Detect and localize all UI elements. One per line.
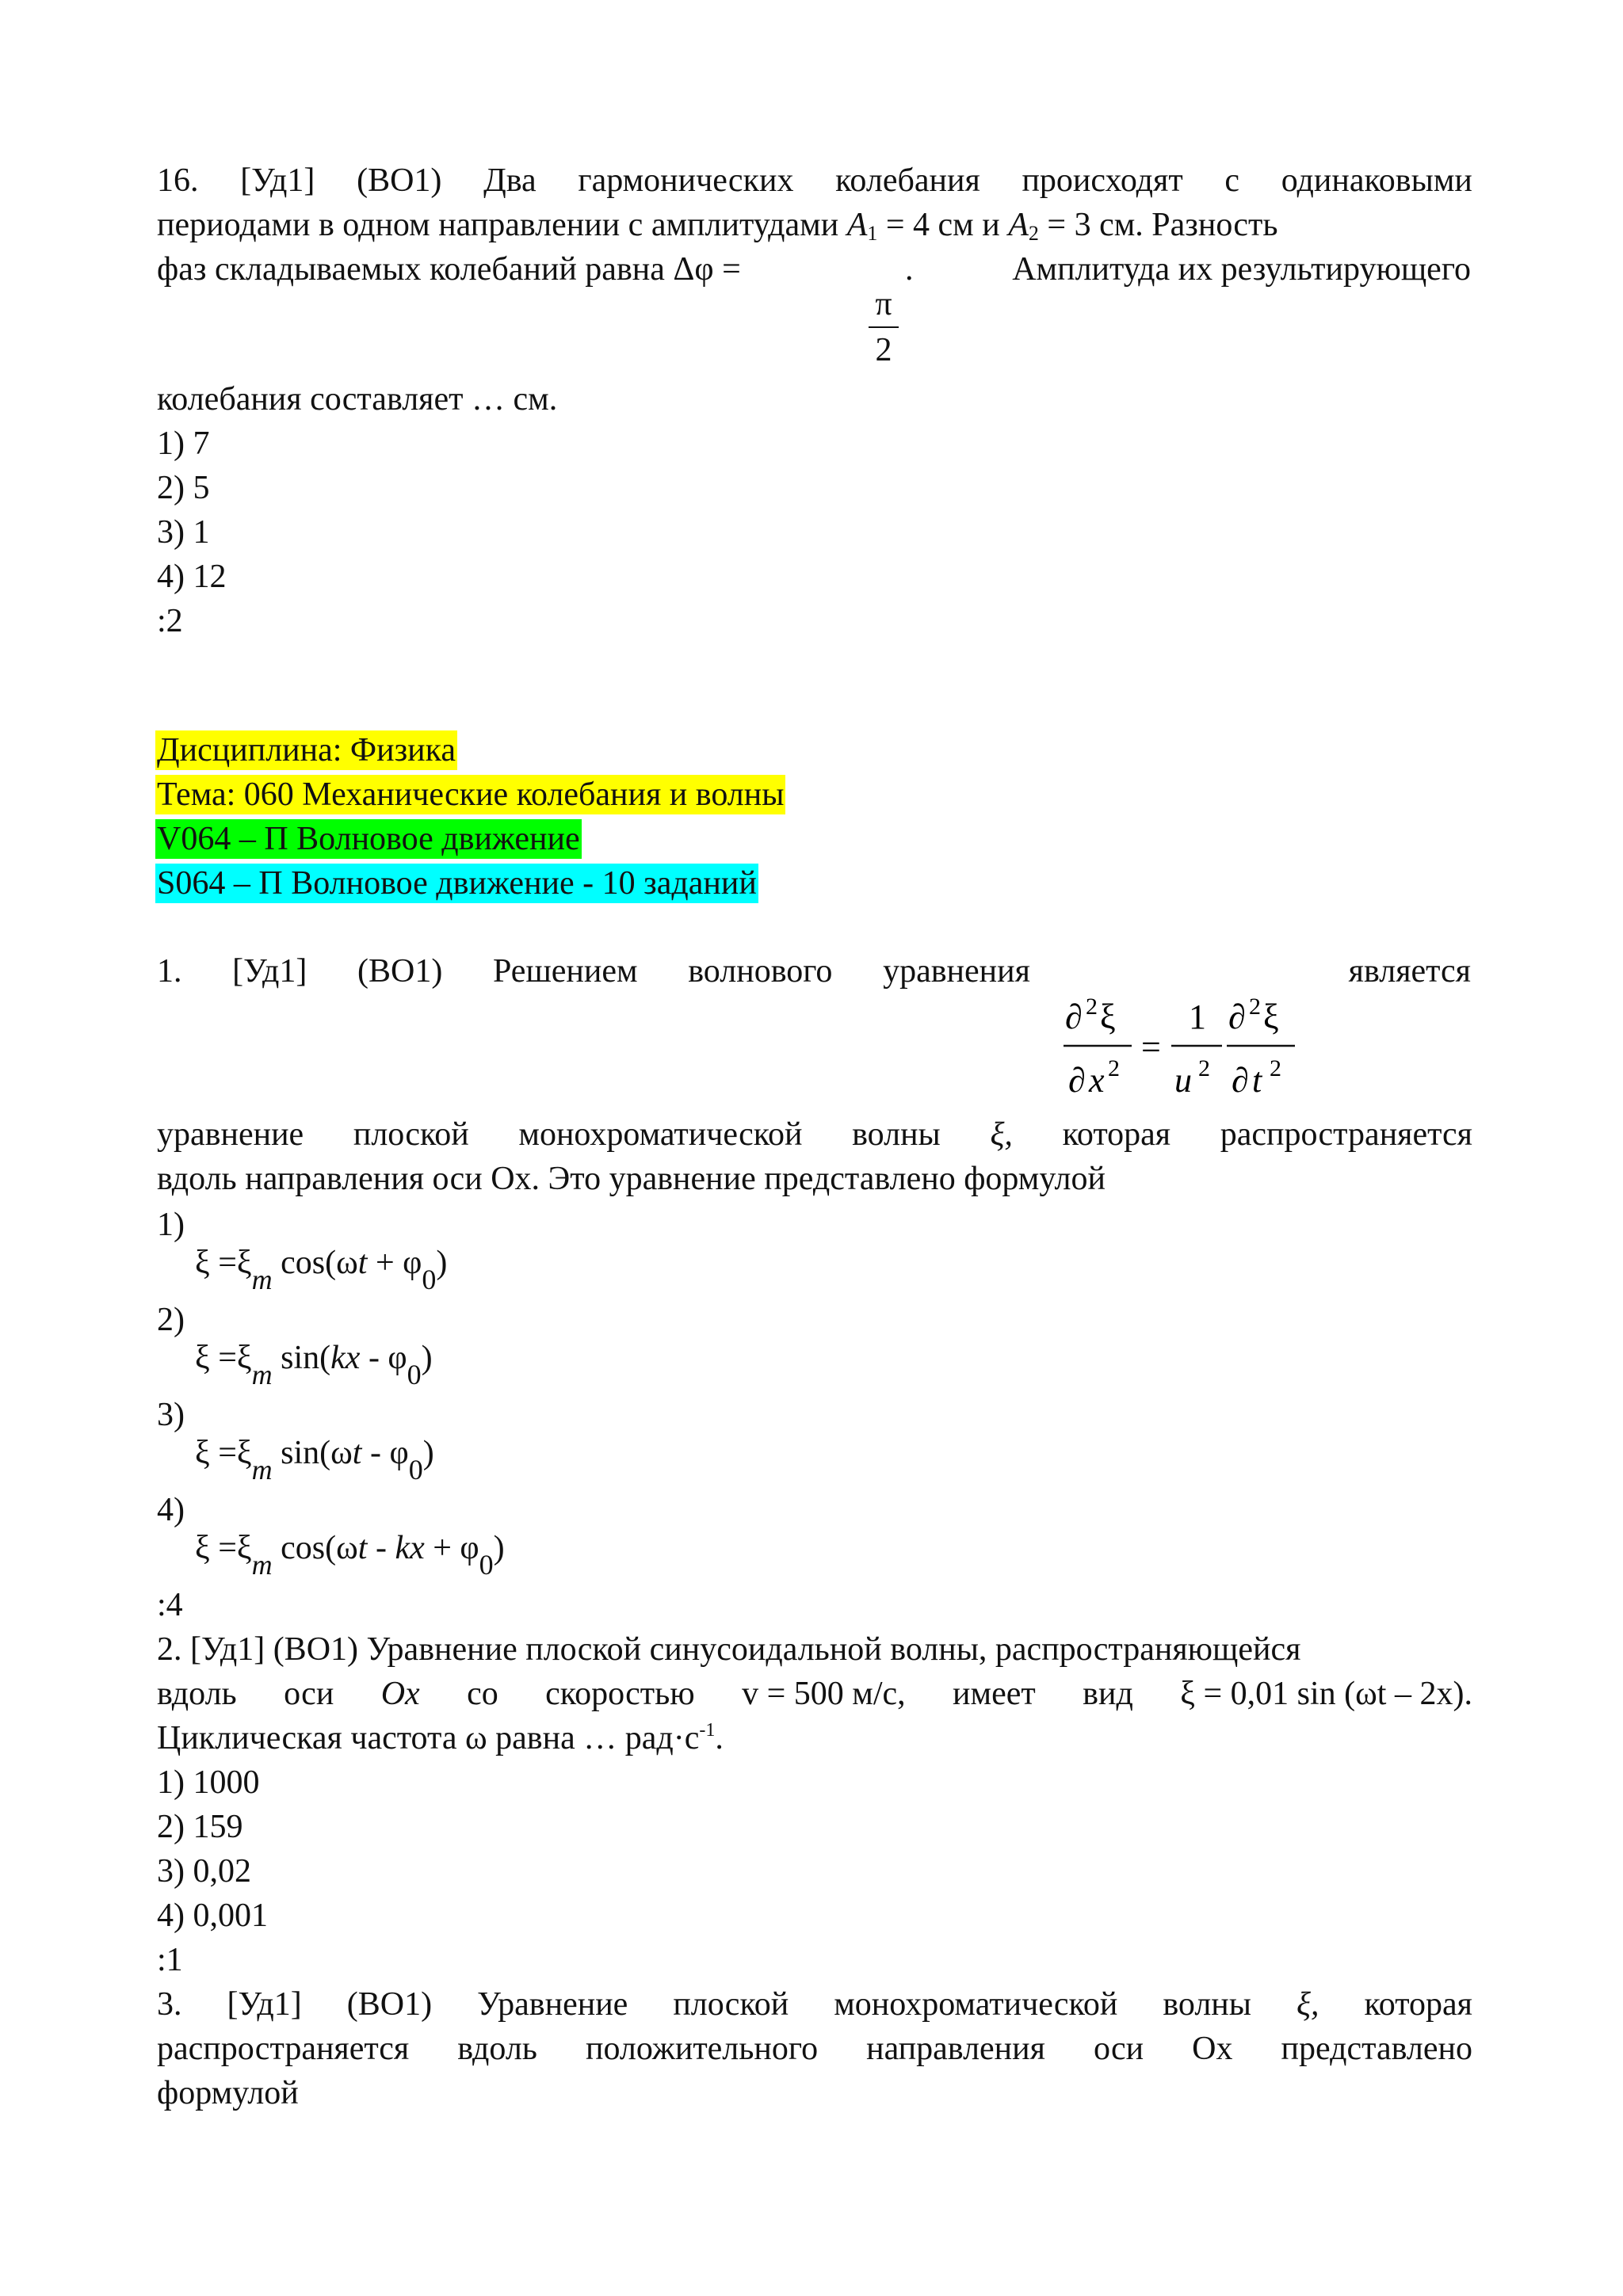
- q1-option-3-label: 3): [157, 1397, 185, 1433]
- word: [Уд1]: [227, 1986, 302, 2023]
- word: 1.: [157, 953, 182, 990]
- svg-text:ξ: ξ: [1100, 997, 1116, 1036]
- word: скоростью: [545, 1676, 695, 1712]
- svg-text:1: 1: [1189, 997, 1206, 1036]
- q2-line1: 2. [Уд1] (ВО1) Уравнение плоской синусоидальной волны, распространяющейся: [157, 1631, 1301, 1668]
- svg-text:∂: ∂: [1228, 997, 1246, 1036]
- svg-text:2: 2: [1086, 994, 1098, 1020]
- fraction-denominator: 2: [875, 332, 892, 368]
- word: со: [467, 1676, 498, 1712]
- svg-text:u: u: [1174, 1061, 1192, 1100]
- q2-line2: [157, 1672, 1472, 1716]
- q1-formula-4: ξ =ξm cos(ωt - kx + φ0): [195, 1530, 505, 1581]
- q16-option-3: 3) 1: [157, 514, 210, 551]
- word: которая: [1062, 1116, 1171, 1153]
- svg-text:x: x: [1089, 1061, 1105, 1100]
- discipline-label: Дисциплина: Физика: [157, 732, 456, 769]
- svg-text:∂: ∂: [1232, 1061, 1249, 1100]
- q1-formula-3: ξ =ξm sin(ωt - φ0): [195, 1435, 434, 1486]
- word: 16.: [157, 162, 199, 199]
- word: вдоль: [157, 1676, 237, 1712]
- q16-line1: [157, 158, 1472, 203]
- q16-option-2: 2) 5: [157, 470, 210, 506]
- word: оси: [1093, 2031, 1144, 2067]
- q16-line3-right: Амплитуда их результирующего: [1012, 251, 1471, 288]
- q1-line3: вдоль направления оси Ох. Это уравнение представлено формулой: [157, 1161, 1106, 1197]
- word: одинаковыми: [1281, 162, 1472, 199]
- svg-text:t: t: [1252, 1061, 1262, 1100]
- word: колебания: [835, 162, 980, 199]
- word: имеет: [953, 1676, 1036, 1712]
- word: положительного: [585, 2031, 819, 2067]
- q16-option-1: 1) 7: [157, 425, 210, 462]
- wave-equation: [1054, 989, 1316, 1108]
- word: ξ,: [990, 1116, 1013, 1153]
- fraction-numerator: π: [875, 286, 892, 322]
- q16-answer: :2: [157, 603, 183, 639]
- word: представлено: [1281, 2031, 1472, 2067]
- q1-formula-1: ξ =ξm cos(ωt + φ0): [195, 1245, 448, 1295]
- q16-line3-dot: .: [905, 251, 914, 288]
- q1-option-4-label: 4): [157, 1492, 185, 1528]
- word: вдоль: [457, 2031, 537, 2067]
- word: v = 500 м/с,: [742, 1676, 906, 1712]
- svg-text:2: 2: [1249, 994, 1261, 1020]
- svg-text:∂: ∂: [1068, 1061, 1086, 1100]
- q1-formula-2: ξ =ξm sin(kx - φ0): [195, 1340, 433, 1390]
- word: Решением: [493, 953, 638, 990]
- word: монохроматической: [834, 1986, 1118, 2023]
- svg-text:ξ: ξ: [1263, 997, 1279, 1036]
- word: Два: [483, 162, 537, 199]
- word: ξ = 0,01 sin (ωt – 2x).: [1180, 1676, 1472, 1712]
- section-label: S064 – П Волновое движение - 10 заданий: [157, 865, 757, 902]
- word: волны: [852, 1116, 941, 1153]
- topic-label: Тема: 060 Механические колебания и волны: [157, 776, 785, 813]
- fraction-bar: [869, 326, 899, 328]
- q2-option-3: 3) 0,02: [157, 1853, 251, 1890]
- word: гармонических: [578, 162, 794, 199]
- word: монохроматической: [518, 1116, 803, 1153]
- word: Ox: [380, 1676, 420, 1712]
- word: [Уд1]: [240, 162, 315, 199]
- q2-option-4: 4) 0,001: [157, 1897, 268, 1934]
- word: ξ,: [1296, 1986, 1319, 2023]
- word: (ВО1): [357, 162, 442, 199]
- q2-answer: :1: [157, 1942, 183, 1978]
- word: происходят: [1022, 162, 1183, 199]
- word: которая: [1364, 1986, 1472, 2023]
- word: распространяется: [157, 2031, 410, 2067]
- word: Ох: [1192, 2031, 1233, 2067]
- q3-line3: формулой: [157, 2075, 299, 2111]
- q2-line3: Циклическая частота ω равна … $рад\cdot с^{-1}$.: [157, 1720, 724, 1756]
- word: вид: [1083, 1676, 1133, 1712]
- word: с: [1224, 162, 1240, 199]
- svg-text:2: 2: [1198, 1055, 1210, 1081]
- q3-line1: [157, 1982, 1472, 2027]
- variant-label: V064 – П Волновое движение: [157, 821, 580, 857]
- word: [Уд1]: [232, 953, 307, 990]
- q1-line1: [157, 949, 1030, 994]
- q2-option-2: 2) 159: [157, 1809, 243, 1845]
- word: уравнения: [883, 953, 1030, 990]
- svg-text:2: 2: [1108, 1055, 1120, 1081]
- word: оси: [284, 1676, 334, 1712]
- svg-text:2: 2: [1270, 1055, 1281, 1081]
- q16-option-4: 4) 12: [157, 559, 227, 595]
- word: волнового: [688, 953, 833, 990]
- q3-line2: [157, 2027, 1472, 2071]
- word: плоской: [353, 1116, 469, 1153]
- q1-option-2-label: 2): [157, 1302, 185, 1338]
- word: уравнение: [157, 1116, 304, 1153]
- q16-line4: колебания составляет … см.: [157, 381, 558, 418]
- word: плоской: [673, 1986, 789, 2023]
- q1-answer: :4: [157, 1587, 183, 1623]
- q1-option-1-label: 1): [157, 1207, 185, 1243]
- q16-phase-fraction: [864, 285, 903, 369]
- word: (ВО1): [346, 1986, 433, 2023]
- q16-line3-left: фаз складываемых колебаний равна Δφ =: [157, 251, 741, 288]
- svg-text:=: =: [1141, 1028, 1161, 1066]
- word: направления: [866, 2031, 1045, 2067]
- svg-text:∂: ∂: [1065, 997, 1083, 1036]
- q2-option-1: 1) 1000: [157, 1764, 260, 1801]
- word: волны: [1163, 1986, 1251, 2023]
- q1-line2: [157, 1112, 1472, 1157]
- word: 3.: [157, 1986, 182, 2023]
- word: Уравнение: [477, 1986, 628, 2023]
- word: (ВО1): [357, 953, 443, 990]
- q1-line1-end: является: [1348, 953, 1471, 990]
- word: распространяется: [1220, 1116, 1472, 1153]
- q16-line2: периодами в одном направлении с амплитудами $A_1 = 4$ см и $A_2 = 3$ см. Разность: [157, 207, 1278, 245]
